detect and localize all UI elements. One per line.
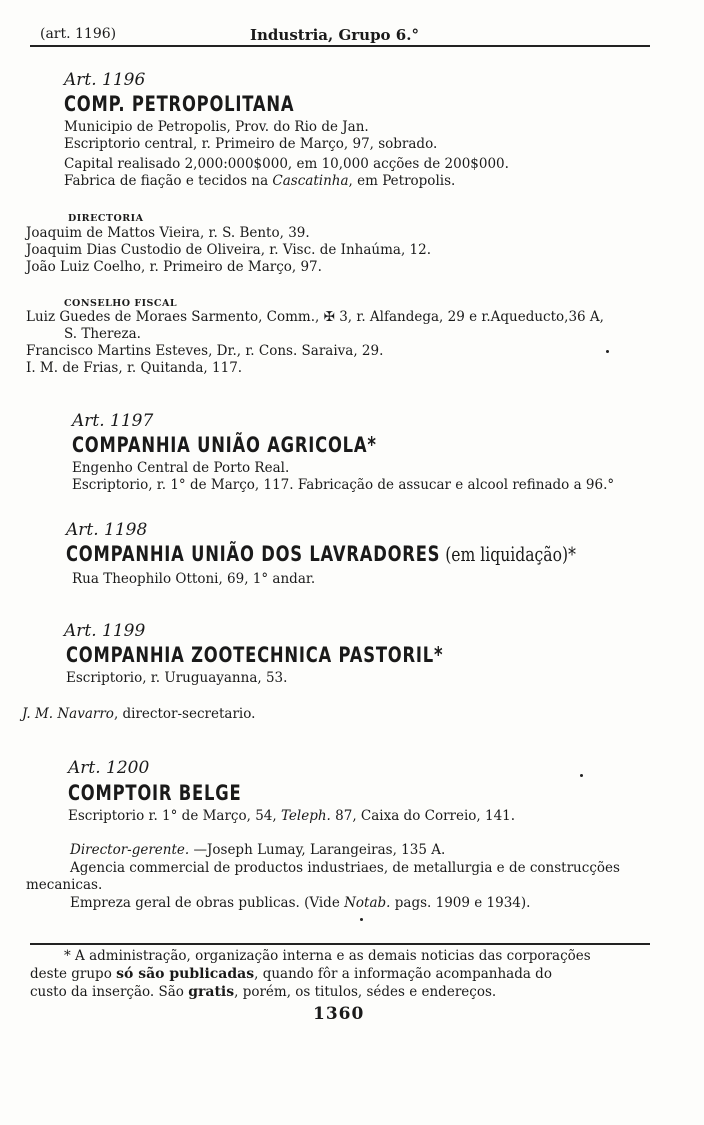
entry-line: mecanicas.	[26, 877, 103, 893]
director-line: João Luiz Coelho, r. Primeiro de Março, 97.	[26, 259, 322, 275]
entry-line: J. M. Navarro, director-secretario.	[22, 706, 256, 722]
entry-line: Escriptorio, r. Uruguayanna, 53.	[66, 670, 288, 686]
article-number: Art. 1198	[66, 520, 148, 540]
council-line: I. M. de Frias, r. Quitanda, 117.	[26, 360, 243, 376]
running-head-title: Industria, Grupo 6.°	[250, 26, 419, 44]
company-name: COMPANHIA UNIÃO DOS LAVRADORES (em liquidação)*	[66, 542, 576, 566]
entry-line: Escriptorio r. 1° de Março, 54, Teleph. 87, Caixa do Correio, 141.	[68, 808, 516, 824]
entry-line: Escriptorio, r. 1° de Março, 117. Fabricação de assucar e alcool refinado a 96.°	[72, 477, 615, 493]
footnote-line: deste grupo só são publicadas, quando fôr a informação acompanhada do	[30, 966, 552, 982]
footnote-line: custo da inserção. São gratis, porém, os titulos, sédes e endereços.	[30, 984, 497, 1000]
section-heading: CONSELHO FISCAL	[64, 298, 178, 309]
article-number: Art. 1199	[64, 621, 146, 641]
entry-line: Escriptorio central, r. Primeiro de Março, 97, sobrado.	[64, 136, 438, 152]
article-number: Art. 1196	[64, 70, 146, 90]
page-number: 1360	[313, 1004, 365, 1024]
entry-line: Engenho Central de Porto Real.	[72, 460, 290, 476]
section-heading: DIRECTORIA	[68, 213, 144, 224]
running-head-left: (art. 1196)	[40, 26, 117, 42]
company-name: COMP. PETROPOLITANA	[64, 92, 295, 116]
entry-line: Empreza geral de obras publicas. (Vide Notab. pags. 1909 e 1934).	[70, 895, 531, 911]
council-line: Francisco Martins Esteves, Dr., r. Cons. Saraiva, 29.	[26, 343, 384, 359]
ink-speck	[580, 774, 583, 777]
director-line: Joaquim Dias Custodio de Oliveira, r. Visc. de Inhaúma, 12.	[26, 242, 432, 258]
footnote-rule	[30, 943, 650, 945]
company-name: COMPANHIA UNIÃO AGRICOLA*	[72, 433, 377, 457]
header-rule	[30, 45, 650, 47]
ink-speck	[360, 918, 363, 921]
entry-line: Agencia commercial de productos industriaes, de metallurgia e de construcções	[70, 860, 620, 876]
article-number: Art. 1200	[68, 758, 150, 778]
council-line: Luiz Guedes de Moraes Sarmento, Comm., ✠ 3, r. Alfandega, 29 e r.Aqueducto,36 A,	[26, 309, 604, 325]
entry-line: Rua Theophilo Ottoni, 69, 1° andar.	[72, 571, 316, 587]
entry-line: Capital realisado 2,000:000$000, em 10,000 acções de 200$000.	[64, 156, 509, 172]
entry-line: Director-gerente. —Joseph Lumay, Larangeiras, 135 A.	[70, 842, 446, 858]
footnote-line: * A administração, organização interna e as demais noticias das corporações	[64, 948, 591, 964]
ink-speck	[606, 350, 609, 353]
entry-line: Municipio de Petropolis, Prov. do Rio de Jan.	[64, 119, 369, 135]
company-name: COMPTOIR BELGE	[68, 781, 242, 805]
council-line: S. Thereza.	[64, 326, 141, 342]
director-line: Joaquim de Mattos Vieira, r. S. Bento, 39.	[26, 225, 310, 241]
company-name: COMPANHIA ZOOTECHNICA PASTORIL*	[66, 643, 444, 667]
article-number: Art. 1197	[72, 411, 154, 431]
entry-line: Fabrica de fiação e tecidos na Cascatinha, em Petropolis.	[64, 173, 456, 189]
